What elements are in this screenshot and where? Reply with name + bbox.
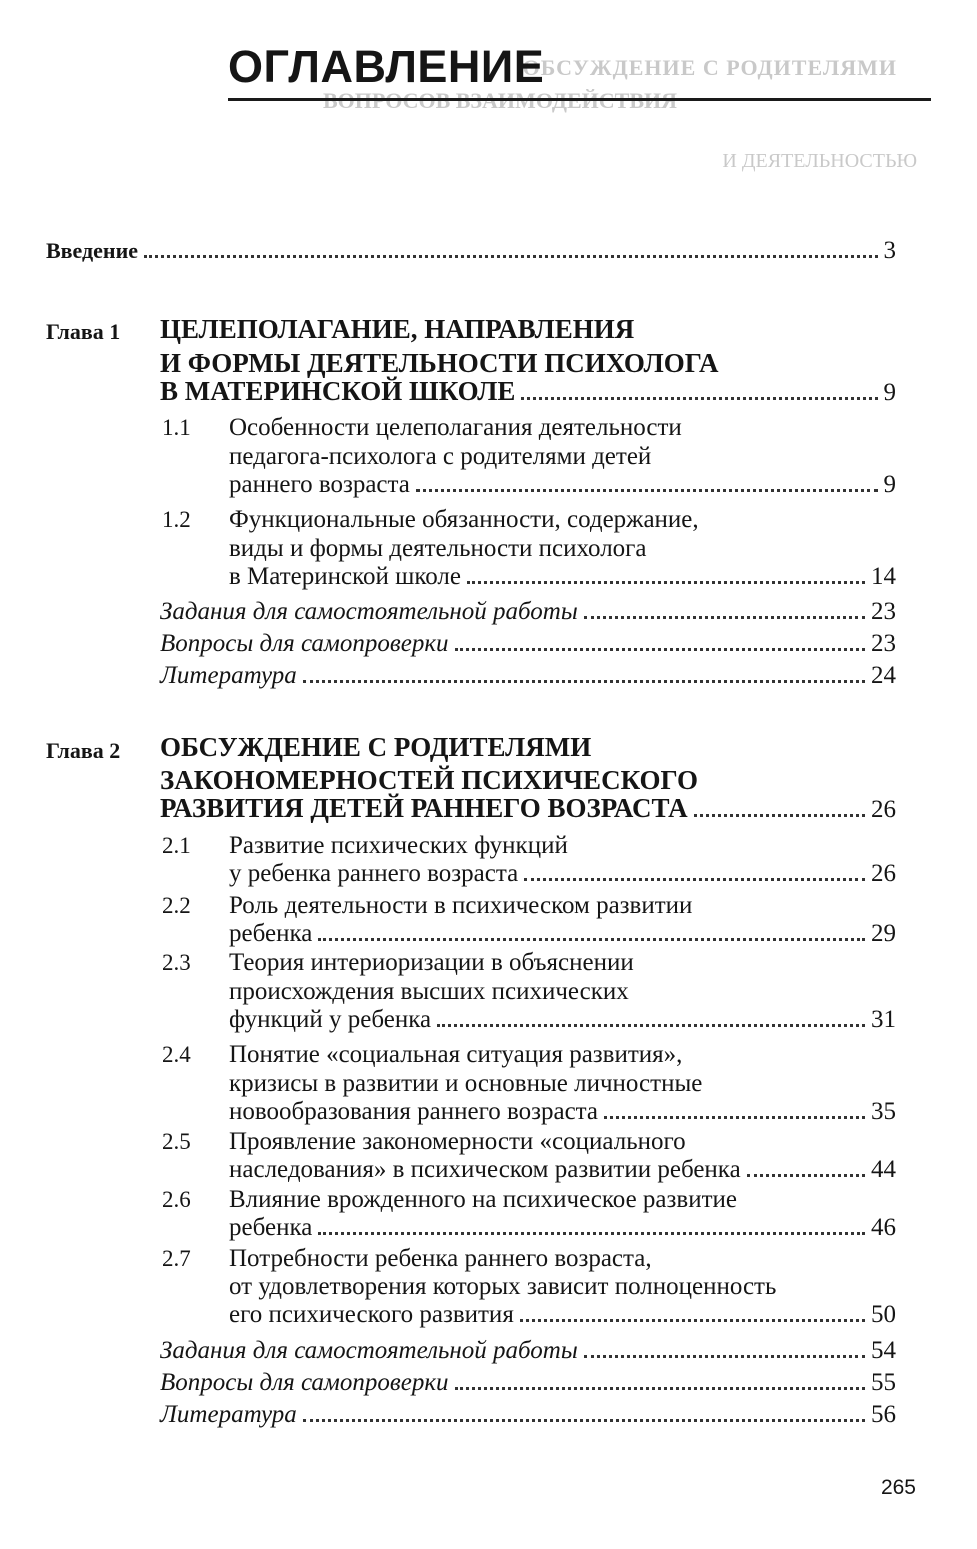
section-title-line: функций у ребенка [229, 1006, 432, 1033]
section-page: 9 [883, 471, 896, 498]
chapter-title-line[interactable]: ЗАКОНОМЕРНОСТЕЙ ПСИХИЧЕСКОГО [160, 765, 698, 795]
dot-leader [520, 1319, 865, 1322]
section-page: 35 [871, 1098, 896, 1125]
dot-leader [584, 616, 865, 619]
section-title-line[interactable]: Проявление закономерности «социального [229, 1128, 686, 1155]
chapter-page: 9 [883, 379, 896, 406]
chapter-title-last-line[interactable] [160, 376, 896, 408]
dot-leader [604, 1116, 865, 1119]
section-last-line[interactable] [229, 1005, 896, 1035]
section-page: 46 [871, 1214, 896, 1241]
dot-leader [437, 1024, 865, 1027]
section-last-line[interactable] [229, 1300, 896, 1330]
section-title-line[interactable]: кризисы в развитии и основные личностные [229, 1070, 703, 1097]
toc-entry-questions[interactable] [160, 629, 896, 659]
chapter-title-last-line[interactable] [160, 793, 896, 825]
dot-leader [416, 489, 878, 492]
show-through-text: ОБСУЖДЕНИЕ С РОДИТЕЛЯМИ [522, 55, 897, 80]
show-through-text: И ДЕЯТЕЛЬНОСТЬЮ [722, 150, 917, 172]
dot-leader [318, 1232, 865, 1235]
dot-leader [694, 814, 865, 817]
chapter-label: Глава 1 [46, 319, 121, 344]
section-title-line: раннего возраста [229, 471, 410, 498]
section-last-line[interactable] [229, 1097, 896, 1127]
intro-page: 3 [883, 237, 896, 264]
toc-entry-exercises[interactable] [160, 597, 896, 627]
page-number: 265 [880, 1476, 916, 1499]
section-title-line[interactable]: Теория интериоризации в объяснении [229, 949, 634, 976]
extra-page: 23 [871, 598, 896, 625]
title-divider [228, 98, 931, 101]
section-last-line[interactable] [229, 919, 896, 949]
section-title-line[interactable]: Роль деятельности в психическом развитии [229, 892, 693, 919]
dot-leader [747, 1174, 865, 1177]
section-title-line: его психического развития [229, 1301, 514, 1328]
section-number: 1.2 [162, 507, 191, 532]
dot-leader [144, 255, 877, 258]
section-number: 2.7 [162, 1246, 191, 1271]
chapter-label: Глава 2 [46, 738, 121, 763]
extra-label: Задания для самостоятельной работы [160, 598, 578, 625]
section-number: 1.1 [162, 415, 191, 440]
chapter-title-line: РАЗВИТИЯ ДЕТЕЙ РАННЕГО ВОЗРАСТА [160, 793, 688, 823]
section-page: 50 [871, 1301, 896, 1328]
dot-leader [584, 1355, 865, 1358]
section-last-line[interactable] [229, 562, 896, 592]
chapter-title-line[interactable]: И ФОРМЫ ДЕЯТЕЛЬНОСТИ ПСИХОЛОГА [160, 348, 719, 378]
extra-page: 56 [871, 1401, 896, 1428]
section-title-line[interactable]: педагога-психолога с родителями детей [229, 443, 652, 470]
section-page: 31 [871, 1006, 896, 1033]
page-title: ОГЛАВЛЕНИЕ [228, 41, 545, 92]
section-page: 44 [871, 1156, 896, 1183]
section-title-line[interactable]: Понятие «социальная ситуация развития», [229, 1041, 683, 1068]
section-number: 2.3 [162, 950, 191, 975]
section-last-line[interactable] [229, 1155, 896, 1185]
section-page: 14 [871, 563, 896, 590]
extra-page: 54 [871, 1337, 896, 1364]
toc-entry-exercises[interactable] [160, 1336, 896, 1366]
section-title-line: в Материнской школе [229, 563, 461, 590]
section-number: 2.5 [162, 1129, 191, 1154]
section-title-line: у ребенка раннего возраста [229, 860, 519, 887]
dot-leader [455, 1387, 865, 1390]
toc-entry-questions[interactable] [160, 1368, 896, 1398]
dot-leader [455, 648, 865, 651]
section-title-line: ребенка [229, 920, 313, 947]
section-number: 2.6 [162, 1187, 191, 1212]
section-page: 26 [871, 860, 896, 887]
chapter-title-line[interactable]: ЦЕЛЕПОЛАГАНИЕ, НАПРАВЛЕНИЯ [160, 314, 635, 344]
extra-label: Вопросы для самопроверки [160, 630, 449, 657]
section-page: 29 [871, 920, 896, 947]
section-title-line[interactable]: Развитие психических функций [229, 832, 568, 859]
toc-entry-intro[interactable] [46, 236, 896, 266]
section-title-line[interactable]: виды и формы деятельности психолога [229, 535, 647, 562]
extra-label: Литература [160, 1401, 297, 1428]
chapter-title-line[interactable]: ОБСУЖДЕНИЕ С РОДИТЕЛЯМИ [160, 732, 592, 762]
section-title-line[interactable]: от удовлетворения которых зависит полноценность [229, 1273, 777, 1300]
section-number: 2.2 [162, 893, 191, 918]
extra-page: 23 [871, 630, 896, 657]
section-title-line[interactable]: Влияние врожденного на психическое развитие [229, 1186, 737, 1213]
dot-leader [467, 581, 865, 584]
extra-page: 24 [871, 662, 896, 689]
section-number: 2.4 [162, 1042, 191, 1067]
section-number: 2.1 [162, 833, 191, 858]
extra-label: Литература [160, 662, 297, 689]
section-title-line[interactable]: Особенности целеполагания деятельности [229, 414, 682, 441]
section-title-line: ребенка [229, 1214, 313, 1241]
extra-label: Вопросы для самопроверки [160, 1369, 449, 1396]
section-title-line: наследования» в психическом развитии ребенка [229, 1156, 741, 1183]
dot-leader [303, 1419, 865, 1422]
dot-leader [521, 397, 877, 400]
section-title-line[interactable]: Потребности ребенка раннего возраста, [229, 1245, 652, 1272]
chapter-page: 26 [871, 796, 896, 823]
section-last-line[interactable] [229, 470, 896, 500]
dot-leader [318, 938, 865, 941]
extra-label: Задания для самостоятельной работы [160, 1337, 578, 1364]
chapter-title-line: В МАТЕРИНСКОЙ ШКОЛЕ [160, 376, 516, 406]
section-last-line[interactable] [229, 1213, 896, 1243]
toc-entry-literature[interactable] [160, 661, 896, 691]
extra-page: 55 [871, 1369, 896, 1396]
section-title-line: новообразования раннего возраста [229, 1098, 598, 1125]
dot-leader [303, 680, 865, 683]
toc-entry-literature[interactable] [160, 1400, 896, 1430]
section-title-line[interactable]: происхождения высших психических [229, 978, 629, 1005]
intro-label: Введение [46, 238, 139, 263]
section-title-line[interactable]: Функциональные обязанности, содержание, [229, 506, 699, 533]
section-last-line[interactable] [229, 859, 896, 889]
dot-leader [524, 878, 865, 881]
